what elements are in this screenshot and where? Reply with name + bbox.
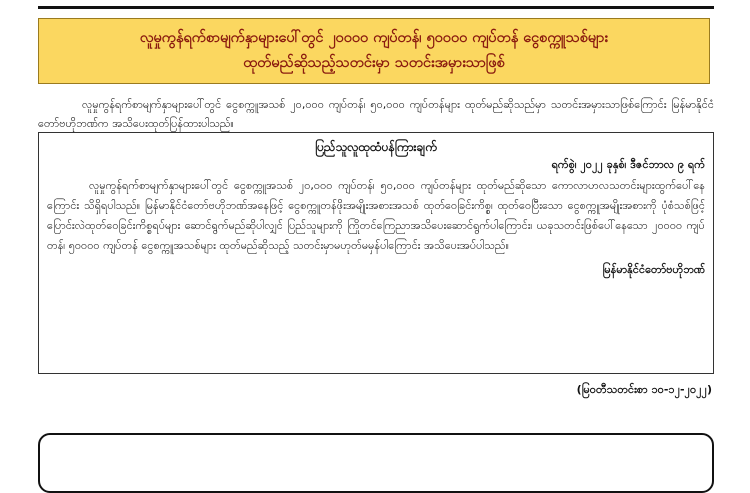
notice-signature: မြန်မာနိုင်ငံတော်ဗဟိုဘဏ် — [602, 263, 705, 276]
top-divider — [38, 6, 714, 9]
next-section-box — [38, 433, 714, 493]
headline-banner — [38, 18, 710, 84]
headline-line-2: ထုတ်မည်ဆိုသည့်သတင်းမှာ သတင်းအမှားသာဖြစ် — [243, 55, 505, 71]
notice-body: လူမှုကွန်ရက်စာမျက်နှာများပေါ်တွင် ငွေစက္ကူအသစ် ၂၀,၀၀၀ ကျပ်တန်၊ ၅၀,၀၀၀ ကျပ်တန်များ ထုတ်မည်ဆိုသော ကောလာဟလသတင်းများထွက်ပေါ်နေကြောင်း သိရှိရပါသည်။ မြန်မာနိုင်ငံတော်ဗဟိုဘဏ်အနေဖြင့် ငွေစက္ကူတန်ဖိုးအမျိုးအစားအသစ် ထုတ်ဝေခြင်းကိစ္စ၊ ထုတ်ဝေပြီးသော ငွေစက္ကူအမျိုးအစားကို ပုံစံသစ်ဖြင့် ပြောင်းလဲထုတ်ဝေခြင်းကိစ္စရပ်များ ဆောင်ရွက်မည်ဆိုပါလျှင် ပြည်သူများကို ကြိုတင်ကြေညာအသိပေးဆောင်ရွက်ပါကြောင်း၊ ယခုသတင်းဖြစ်ပေါ်နေသော ၂၀၀၀၀ ကျပ်တန်၊ ၅၀၀၀၀ ကျပ်တန် ငွေစက္ကူအသစ်များ ထုတ်မည်ဆိုသည့် သတင်းမှာမဟုတ်မမှန်ပါကြောင်း အသိပေးအပ်ပါသည်။ — [47, 179, 705, 252]
headline-line-1: လူမှုကွန်ရက်စာမျက်နှာများပေါ်တွင် ၂၀၀၀၀ ကျပ်တန်၊ ၅၀၀၀၀ ကျပ်တန် ငွေစက္ကူသစ်များ — [139, 30, 609, 46]
source-citation: (မြဝတီသတင်းစာ ၁၀-၁၂-၂၀၂၂) — [576, 383, 712, 396]
notice-date: ရက်စွဲ၊ ၂၀၂၂ ခုနှစ်၊ ဒီဇင်ဘာလ ၉ ရက် — [551, 158, 705, 171]
lead-paragraph: လူမှုကွန်ရက်စာမျက်နှာများပေါ်တွင် ငွေစက္ကူအသစ် ၂၀,၀၀၀ ကျပ်တန်၊ ၅၀,၀၀၀ ကျပ်တန်များ ထုတ်မည်ဆိုသည်မှာ သတင်းအမှားသာဖြစ်ကြောင်း မြန်မာနိုင်ငံတော်ဗဟိုဘဏ်က အသိပေးထုတ်ပြန်ထားပါသည်။ — [38, 98, 714, 130]
notice-title: ပြည်သူလူထုထံပန်ကြားချက် — [315, 140, 437, 154]
notice-box — [38, 132, 714, 374]
